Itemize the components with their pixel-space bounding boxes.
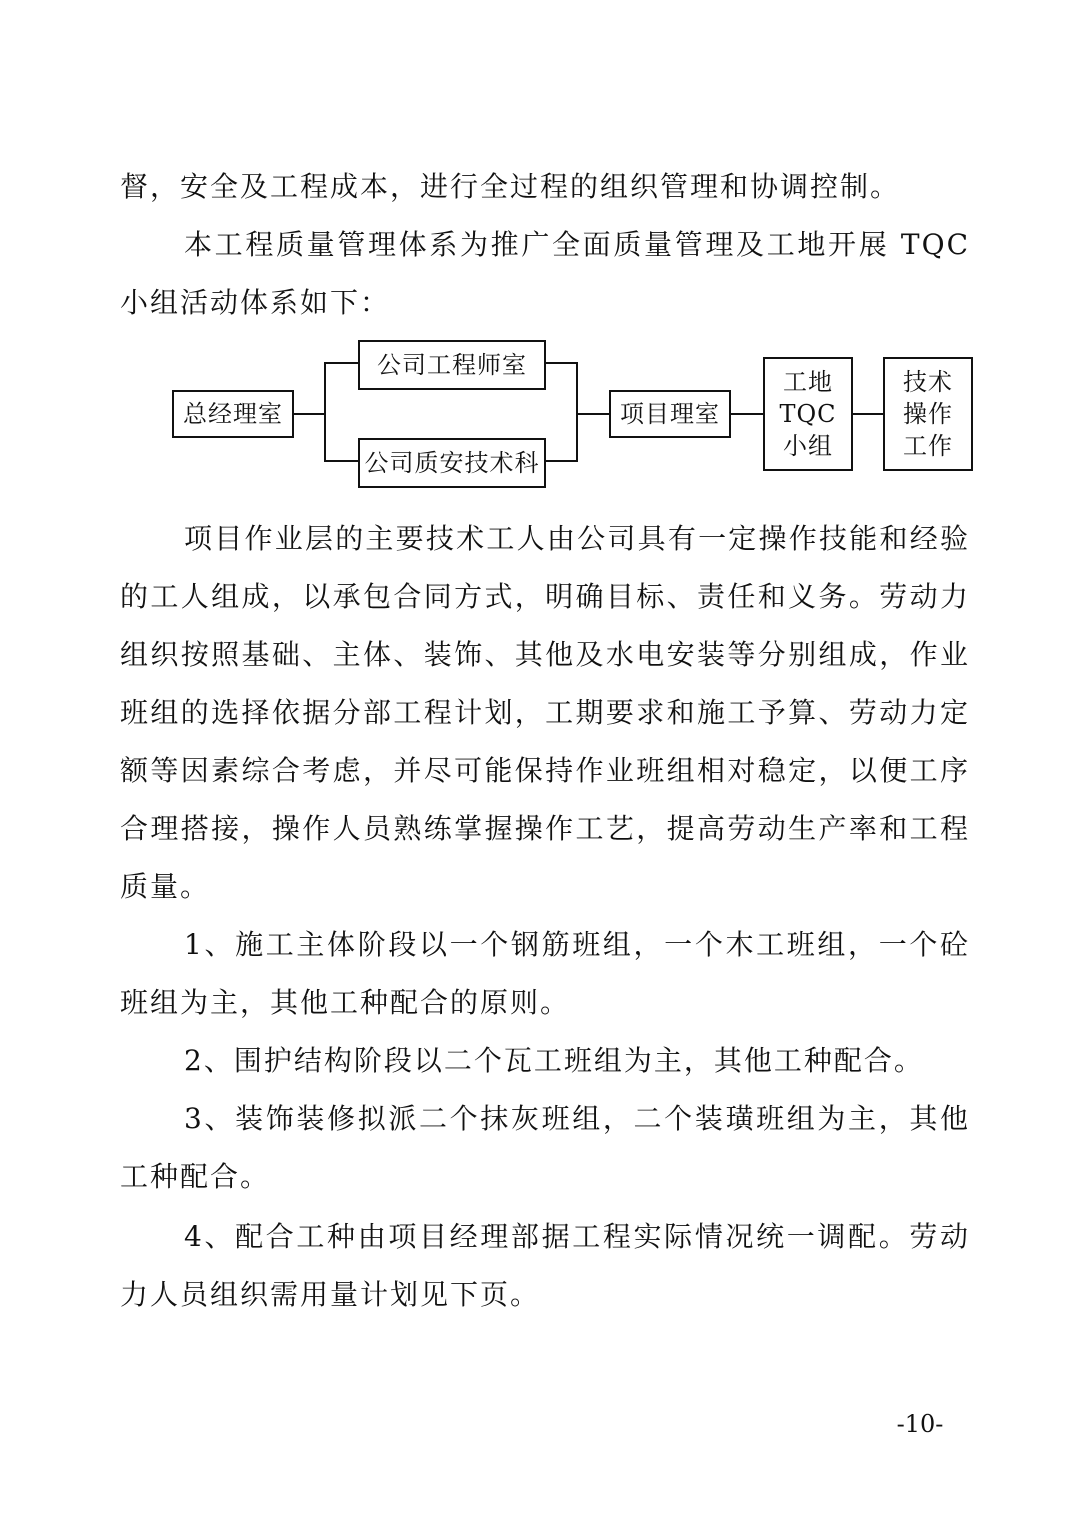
connector-line	[576, 362, 578, 462]
connector-line	[576, 413, 609, 415]
connector-line	[324, 362, 326, 462]
paragraph-intro-chart: 本工程质量管理体系为推广全面质量管理及工地开展 TQC 小组活动体系如下：	[120, 228, 970, 319]
page-number: -10-	[896, 1410, 944, 1438]
connector-line	[546, 460, 578, 462]
box-site-tqc-group: 工地 TQC 小组	[763, 357, 853, 471]
connector-line	[294, 413, 326, 415]
paragraph-item-1: 1、施工主体阶段以一个钢筋班组，一个木工班组，一个砼班组为主，其他工种配合的原则。	[120, 928, 970, 1019]
connector-line	[853, 413, 883, 415]
box-technical-operation: 技术 操作 工作	[883, 357, 973, 471]
paragraph-item-4: 4、配合工种由项目经理部据工程实际情况统一调配。劳动力人员组织需用量计划见下页。	[120, 1220, 970, 1311]
box-quality-safety-dept: 公司质安技术科	[358, 438, 546, 488]
paragraph-item-3: 3、装饰装修拟派二个抹灰班组，二个装璜班组为主，其他工种配合。	[120, 1102, 970, 1193]
paragraph-workforce: 项目作业层的主要技术工人由公司具有一定操作技能和经验的工人组成，以承包合同方式，明确目标、责任和义务。劳动力组织按照基础、主体、装饰、其他及水电安装等分别组成，作业班组的选择依据分部工程计划，工期要求和施工予算、劳动力定额等因素综合考虑，并尽可能保持作业班组相对稳定，以便工序合理搭接，操作人员熟练掌握操作工艺，提高劳动生产率和工程质量。	[120, 522, 970, 903]
connector-line	[546, 362, 578, 364]
connector-line	[731, 413, 763, 415]
connector-line	[324, 460, 358, 462]
paragraph-continued: 督，安全及工程成本，进行全过程的组织管理和协调控制。	[120, 170, 901, 203]
connector-line	[324, 362, 358, 364]
box-general-manager: 总经理室	[172, 390, 294, 438]
paragraph-item-2: 2、围护结构阶段以二个瓦工班组为主，其他工种配合。	[184, 1044, 924, 1077]
box-engineer-office: 公司工程师室	[358, 340, 546, 390]
box-project-manager: 项目理室	[609, 390, 731, 438]
